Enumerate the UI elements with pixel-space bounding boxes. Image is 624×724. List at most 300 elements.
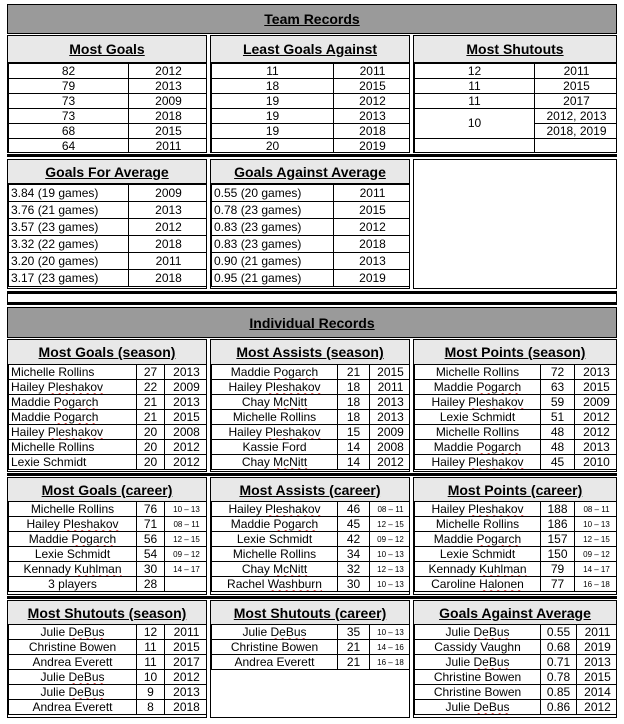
table-row (415, 365, 618, 380)
cell-text: 21 (143, 409, 158, 424)
cell-text: 73 (61, 93, 76, 108)
cell-text: 2012 (583, 424, 610, 439)
cell-value (334, 64, 411, 79)
cell-primary (415, 365, 541, 380)
cell-text: 72 (550, 364, 565, 379)
records-table (8, 63, 207, 153)
cell-value (338, 547, 370, 562)
cell-primary (415, 425, 541, 440)
cell-text: 10 – 13 (377, 579, 404, 589)
cell-value (541, 655, 577, 670)
cell-value (541, 502, 575, 517)
cell-primary (212, 185, 334, 202)
table-row (212, 577, 411, 592)
cell-year (370, 517, 411, 532)
cell-value (541, 625, 577, 640)
cell-text: 150 (547, 546, 568, 561)
cell-value (541, 440, 575, 455)
cell-value (338, 425, 370, 440)
cell-text: 2012 (173, 454, 200, 469)
cell-primary (212, 365, 338, 380)
table-row (212, 640, 411, 655)
cell-text: 2018 (173, 699, 200, 714)
cell-value (334, 270, 411, 287)
table-row (415, 640, 618, 655)
table-row (9, 700, 208, 715)
records-table (414, 624, 617, 715)
cell-value (137, 640, 165, 655)
cell-text: 2018 (155, 236, 182, 251)
table-row (9, 185, 208, 202)
cell-text: 2011 (563, 63, 590, 78)
cell-year (575, 577, 618, 592)
cell-text: 2013 (155, 78, 182, 93)
table-row (212, 502, 411, 517)
cell-primary (9, 685, 137, 700)
cell-value (541, 380, 575, 395)
cell-text: 64 (61, 138, 76, 153)
cell-empty (415, 139, 535, 154)
cell-text: 10 (143, 669, 158, 684)
cell-text: 28 (143, 576, 158, 591)
cell-text: Cassidy Vaughn (434, 639, 521, 654)
cell-text: 2011 (359, 63, 386, 78)
cell-value (541, 640, 577, 655)
cell-text: Julie DeBus (40, 684, 105, 699)
cell-text: 30 (346, 576, 361, 591)
cell-text: 2008 (173, 424, 200, 439)
table-row (415, 502, 618, 517)
cell-value (338, 562, 370, 577)
cell-text: 2011 (377, 379, 404, 394)
cell-value (334, 79, 411, 94)
cell-text: 2013 (173, 684, 200, 699)
cell-value (338, 395, 370, 410)
cell-text: Christine Bowen (28, 639, 117, 654)
cell-primary (9, 640, 137, 655)
cell-year (370, 380, 411, 395)
cell-year: 2018, 2019 (535, 124, 618, 139)
cell-text: Michelle Rollins (232, 546, 317, 561)
cell-text: 0.78 (546, 669, 571, 684)
most-goals-panel (7, 35, 207, 153)
cell-primary (212, 236, 334, 253)
cell-value (137, 440, 165, 455)
cell-primary (212, 109, 334, 124)
table-row (415, 700, 618, 715)
cell-text: 19 (265, 123, 280, 138)
cell-text: 2015 (155, 123, 182, 138)
cell-text: 0.90 (21 games) (214, 253, 302, 268)
cell-year (575, 517, 618, 532)
table-row (415, 625, 618, 640)
cell-text: Michelle Rollins (11, 439, 95, 454)
cell-value (137, 395, 165, 410)
cell-text: 73 (61, 108, 76, 123)
cell-primary (9, 455, 137, 470)
cell-year (165, 410, 208, 425)
cell-text: 35 (346, 624, 361, 639)
cell-year (370, 655, 411, 670)
cell-text: Julie DeBus (445, 699, 510, 714)
cell-year (165, 655, 208, 670)
cell-text: 21 (346, 654, 361, 669)
table-row (9, 625, 208, 640)
goals-for-average-panel (7, 159, 207, 289)
cell-text: 08 – 11 (583, 504, 610, 514)
table-row (9, 562, 208, 577)
cell-year (165, 547, 208, 562)
cell-text: 2019 (359, 138, 386, 153)
cell-text: 2015 (173, 409, 200, 424)
cell-value (535, 94, 618, 109)
cell-text: 12 – 15 (377, 519, 404, 529)
cell-primary (415, 640, 541, 655)
panel-title: Goals For Average (8, 160, 206, 184)
cell-year (165, 685, 208, 700)
cell-primary (415, 562, 541, 577)
table-row (212, 109, 411, 124)
cell-primary (212, 410, 338, 425)
cell-primary (9, 517, 137, 532)
cell-primary (9, 547, 137, 562)
cell-year (575, 502, 618, 517)
cell-year (575, 547, 618, 562)
cell-text: Hailey Pleshakov (11, 424, 104, 439)
cell-text: 54 (143, 546, 158, 561)
cell-primary (212, 625, 338, 640)
cell-value (137, 577, 165, 592)
cell-text: 2018 (155, 270, 182, 285)
table-row (415, 395, 618, 410)
records-table (414, 63, 617, 153)
cell-text: 20 (143, 424, 158, 439)
cell-year (575, 410, 618, 425)
cell-value (137, 547, 165, 562)
cell-value (541, 410, 575, 425)
cell-text: 2012 (583, 409, 610, 424)
cell-text: 3.84 (19 games) (11, 185, 99, 200)
cell-value (129, 219, 208, 236)
cell-text: 0.78 (23 games) (214, 202, 302, 217)
cell-text: 12 (467, 63, 482, 78)
cell-primary (212, 395, 338, 410)
cell-value (137, 502, 165, 517)
cell-text: 0.83 (23 games) (214, 219, 302, 234)
cell-value (129, 79, 208, 94)
cell-text: 22 (143, 379, 158, 394)
cell-value (338, 532, 370, 547)
cell-year (575, 455, 618, 470)
cell-text: Lexie Schmidt (11, 454, 87, 469)
cell-text: 11 (468, 93, 481, 108)
cell-year (165, 577, 208, 592)
cell-text: 20 (143, 439, 158, 454)
most-assists-season-panel (210, 339, 410, 472)
most-points-season-panel (413, 339, 617, 472)
cell-primary (9, 109, 129, 124)
cell-text: Andrea Everett (234, 654, 315, 669)
cell-value (137, 562, 165, 577)
records-table (211, 63, 410, 153)
cell-text: 14 – 17 (173, 564, 200, 574)
cell-primary (212, 440, 338, 455)
cell-text: 2015 (377, 364, 404, 379)
cell-value (338, 365, 370, 380)
cell-text: Maddie Pogarch (230, 516, 319, 531)
cell-text: 2013 (377, 394, 404, 409)
table-row (212, 410, 411, 425)
cell-value (129, 64, 208, 79)
cell-text: Chay McNitt (241, 454, 308, 469)
cell-text: 2012 (173, 669, 200, 684)
table-row (212, 202, 411, 219)
cell-text: 2011 (173, 624, 200, 639)
cell-text: 3.17 (23 games) (11, 270, 99, 285)
table-row (9, 202, 208, 219)
cell-text: 188 (547, 501, 568, 516)
cell-text: 20 (265, 138, 280, 153)
cell-text: 21 (346, 639, 361, 654)
table-row (212, 517, 411, 532)
cell-text: 2013 (359, 253, 386, 268)
table-row (9, 94, 208, 109)
cell-value (338, 380, 370, 395)
cell-text: Chay McNitt (241, 561, 308, 576)
table-row (9, 670, 208, 685)
goals-against-average-individual-panel (413, 600, 617, 718)
table-row (415, 670, 618, 685)
team-records-title: Team Records (264, 11, 360, 27)
cell-value (338, 502, 370, 517)
cell-text: 2015 (173, 639, 200, 654)
cell-text: 2019 (584, 639, 611, 654)
cell-value (137, 380, 165, 395)
cell-text: 8 (147, 699, 154, 714)
panel-title: Most Goals (8, 36, 206, 63)
cell-text: 21 (143, 394, 158, 409)
cell-text: Julie DeBus (242, 624, 307, 639)
cell-primary (415, 577, 541, 592)
table-row (212, 185, 411, 202)
cell-text: 2018 (359, 236, 386, 251)
cell-text: 2012 (359, 93, 386, 108)
cell-text: Andrea Everett (32, 699, 113, 714)
table-row (415, 655, 618, 670)
table-row (212, 562, 411, 577)
cell-text: 16 – 18 (583, 579, 610, 589)
cell-value (334, 185, 411, 202)
cell-primary (212, 380, 338, 395)
cell-text: Michelle Rollins (435, 516, 520, 531)
cell-year (165, 625, 208, 640)
table-row (212, 365, 411, 380)
cell-text: 45 (346, 516, 361, 531)
cell-text: 2009 (583, 394, 610, 409)
cell-value (129, 236, 208, 253)
cell-year (575, 395, 618, 410)
cell-year (165, 640, 208, 655)
goals-against-average-panel (210, 159, 410, 289)
cell-text: 2017 (563, 93, 590, 108)
cell-primary (212, 577, 338, 592)
cell-text: 11 (266, 63, 279, 78)
table-row (9, 532, 208, 547)
table-row (9, 517, 208, 532)
cell-year (370, 640, 411, 655)
cell-year (575, 425, 618, 440)
table-row (415, 562, 618, 577)
cell-text: 08 – 11 (173, 519, 200, 529)
cell-text: Maddie Pogarch (11, 394, 99, 409)
cell-value (334, 202, 411, 219)
cell-year (370, 562, 411, 577)
cell-text: 0.68 (546, 639, 571, 654)
cell-year (165, 380, 208, 395)
cell-primary (415, 517, 541, 532)
cell-year (370, 410, 411, 425)
cell-text: 0.95 (21 games) (214, 270, 302, 285)
cell-text: 2013 (584, 654, 611, 669)
cell-primary (212, 517, 338, 532)
cell-value (541, 455, 575, 470)
cell-text: Hailey Pleshakov (228, 379, 321, 394)
table-row (9, 139, 208, 154)
cell-text: 45 (550, 454, 565, 469)
cell-text: Hailey Pleshakov (228, 424, 321, 439)
cell-text: Hailey Pleshakov (26, 516, 119, 531)
cell-text: 0.83 (23 games) (214, 236, 302, 251)
cell-text: 0.55 (546, 624, 571, 639)
cell-text: 3.76 (21 games) (11, 202, 99, 217)
cell-text: 2009 (155, 93, 182, 108)
cell-primary (212, 253, 334, 270)
cell-text: 2013 (359, 108, 386, 123)
cell-text: 09 – 12 (377, 534, 404, 544)
cell-primary (9, 380, 137, 395)
cell-primary (212, 270, 334, 287)
cell-value (541, 562, 575, 577)
table-row (9, 655, 208, 670)
cell-year (165, 425, 208, 440)
cell-text: 2009 (173, 379, 200, 394)
cell-text: 0.86 (546, 699, 571, 714)
table-row (9, 440, 208, 455)
cell-value (541, 532, 575, 547)
cell-text: 68 (61, 123, 76, 138)
cell-primary (9, 253, 129, 270)
cell-primary (415, 380, 541, 395)
cell-value (129, 185, 208, 202)
cell-year (575, 532, 618, 547)
cell-text: Lexie Schmidt (439, 546, 516, 561)
cell-primary (415, 625, 541, 640)
records-table (8, 501, 207, 592)
cell-text: Michelle Rollins (435, 364, 520, 379)
team-records-header (7, 4, 617, 34)
cell-year (370, 502, 411, 517)
table-row (212, 380, 411, 395)
cell-text: 71 (143, 516, 158, 531)
cell-text: 2015 (359, 78, 386, 93)
cell-text: Maddie Pogarch (28, 531, 117, 546)
table-row (212, 94, 411, 109)
cell-text: 2013 (583, 364, 610, 379)
cell-text: Kennady Kuhlman (428, 561, 527, 576)
cell-value (541, 425, 575, 440)
cell-text: 14 – 17 (583, 564, 610, 574)
cell-text: 2019 (359, 270, 386, 285)
cell-value (334, 253, 411, 270)
cell-primary (9, 625, 137, 640)
cell-year (577, 670, 618, 685)
cell-text: 3.20 (20 games) (11, 253, 99, 268)
cell-year (577, 685, 618, 700)
table-row (415, 455, 618, 470)
cell-text: 42 (346, 531, 361, 546)
cell-text: 2012 (377, 454, 404, 469)
cell-primary (212, 455, 338, 470)
cell-text: 2013 (173, 394, 200, 409)
cell-text: 30 (143, 561, 158, 576)
cell-value (338, 517, 370, 532)
cell-value (137, 670, 165, 685)
table-row (415, 94, 618, 109)
table-row (415, 577, 618, 592)
cell-primary (9, 124, 129, 139)
panel-title: Most Shutouts (414, 36, 616, 63)
cell-text: Lexie Schmidt (236, 531, 313, 546)
cell-text: Christine Bowen (433, 669, 522, 684)
cell-text: 10 – 13 (583, 519, 610, 529)
cell-year (370, 365, 411, 380)
table-row (9, 425, 208, 440)
cell-year (370, 577, 411, 592)
cell-primary (415, 64, 535, 79)
cell-value (129, 124, 208, 139)
most-shutouts-panel (413, 35, 617, 153)
table-row (9, 685, 208, 700)
cell-text: Lexie Schmidt (439, 409, 516, 424)
cell-primary (415, 685, 541, 700)
cell-primary (212, 425, 338, 440)
cell-primary (9, 532, 137, 547)
cell-text: Lexie Schmidt (34, 546, 111, 561)
cell-text: 48 (550, 424, 565, 439)
cell-text: 46 (346, 501, 361, 516)
cell-value (137, 700, 165, 715)
cell-primary (212, 79, 334, 94)
panel-title: Most Shutouts (season) (8, 601, 206, 625)
cell-text: 48 (550, 439, 565, 454)
cell-value (541, 517, 575, 532)
cell-text: 76 (143, 501, 158, 516)
cell-primary (415, 440, 541, 455)
cell-text: 56 (143, 531, 158, 546)
cell-text: Julie DeBus (40, 669, 105, 684)
cell-value: 10 (415, 109, 535, 139)
records-table (211, 184, 410, 287)
cell-text: Hailey Pleshakov (431, 454, 524, 469)
cell-primary (415, 670, 541, 685)
cell-text: 15 (346, 424, 361, 439)
cell-text: 2012 (155, 219, 182, 234)
table-row (9, 547, 208, 562)
cell-value (541, 700, 577, 715)
empty-panel (413, 159, 617, 289)
cell-value (137, 425, 165, 440)
table-row (9, 502, 208, 517)
